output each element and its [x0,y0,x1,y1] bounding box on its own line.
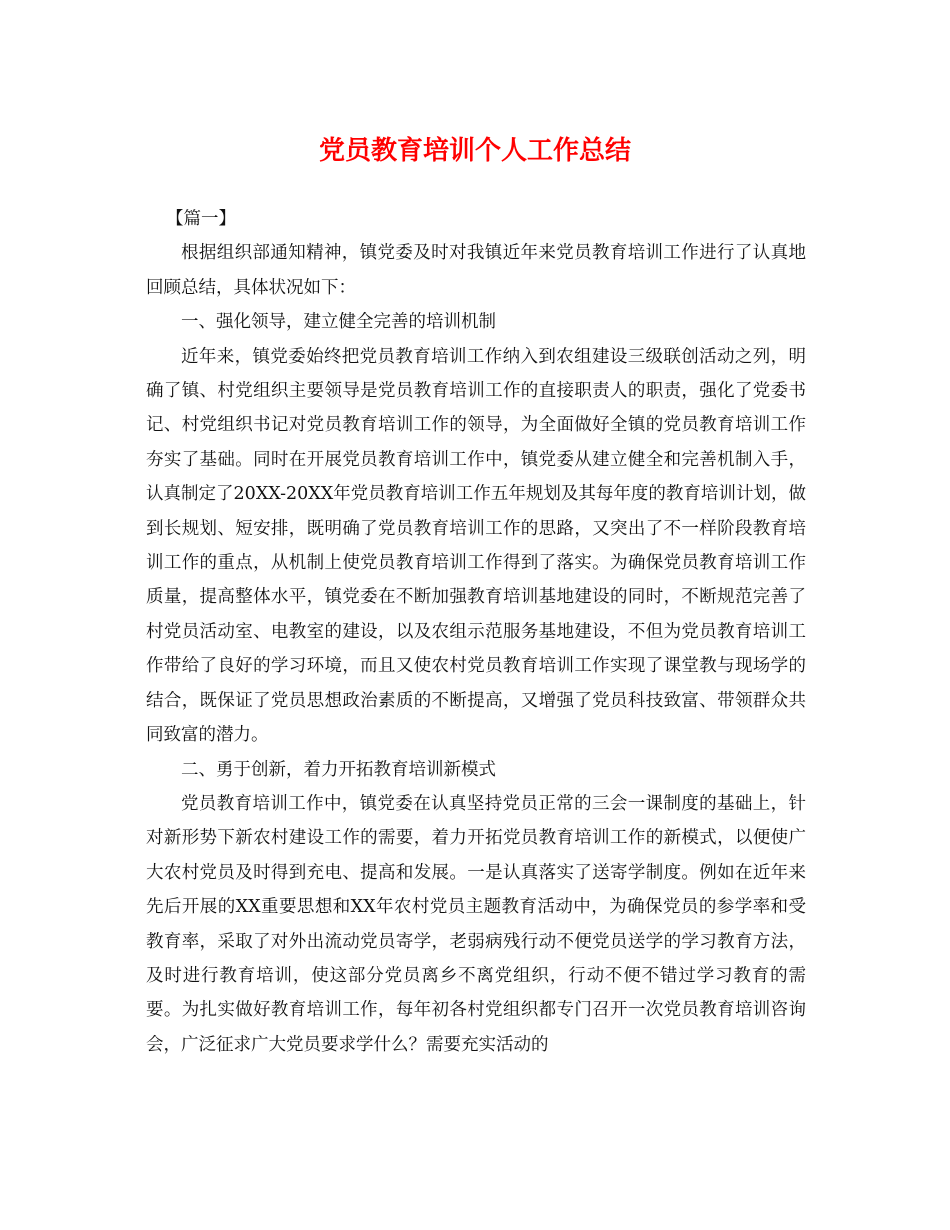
body-paragraph-2: 党员教育培训工作中，镇党委在认真坚持党员正常的三会一课制度的基础上，针对新形势下新农村建设工作的需要，着力开拓党员教育培训工作的新模式，以便使广大农村党员及时得到充电、提高和发展。一是认真落实了送寄学制度。例如在近年来先后开展的XX重要思想和XX年农村党员主题教育活动中，为确保党员的参学率和受教育率，采取了对外出流动党员寄学，老弱病残行动不便党员送学的学习教育方法，及时进行教育培训，使这部分党员离乡不离党组织，行动不便不错过学习教育的需要。为扎实做好教育培训工作，每年初各村党组织都专门召开一次党员教育培训咨询会，广泛征求广大党员要求学什么？需要充实活动的 [146,793,806,1055]
section-marker: 【篇一】 [166,209,236,229]
document-body [146,202,806,1062]
section-heading-2: 二、勇于创新，着力开拓教育培训新模式 [181,759,496,780]
section-heading-1: 一、强化领导，建立健全完善的培训机制 [181,312,496,333]
body-paragraph-1: 近年来，镇党委始终把党员教育培训工作纳入到农组建设三级联创活动之列，明确了镇、村党组织主要领导是党员教育培训工作的直接职责人的职责，强化了党委书记、村党组织书记对党员教育培训工作的领导，为全面做好全镇的党员教育培训工作夯实了基础。同时在开展党员教育培训工作中，镇党委从建立健全和完善机制入手，认真制定了20XX-20XX年党员教育培训工作五年规划及其每年度的教育培训计划，做到长规划、短安排，既明确了党员教育培训工作的思路，又突出了不一样阶段教育培训工作的重点，从机制上使党员教育培训工作得到了落实。为确保党员教育培训工作质量，提高整体水平，镇党委在不断加强教育培训基地建设的同时，不断规范完善了村党员活动室、电教室的建设，以及农组示范服务基地建设，不但为党员教育培训工作带给了良好的学习环境，而且又使农村党员教育培训工作实现了课堂教与现场学的结合，既保证了党员思想政治素质的不断提高，又增强了党员科技致富、带领群众共同致富的潜力。 [146,346,806,746]
intro-paragraph: 根据组织部通知精神，镇党委及时对我镇近年来党员教育培训工作进行了认真地回顾总结，具体状况如下： [146,243,806,298]
document-title: 党员教育培训个人工作总结 [318,136,631,166]
